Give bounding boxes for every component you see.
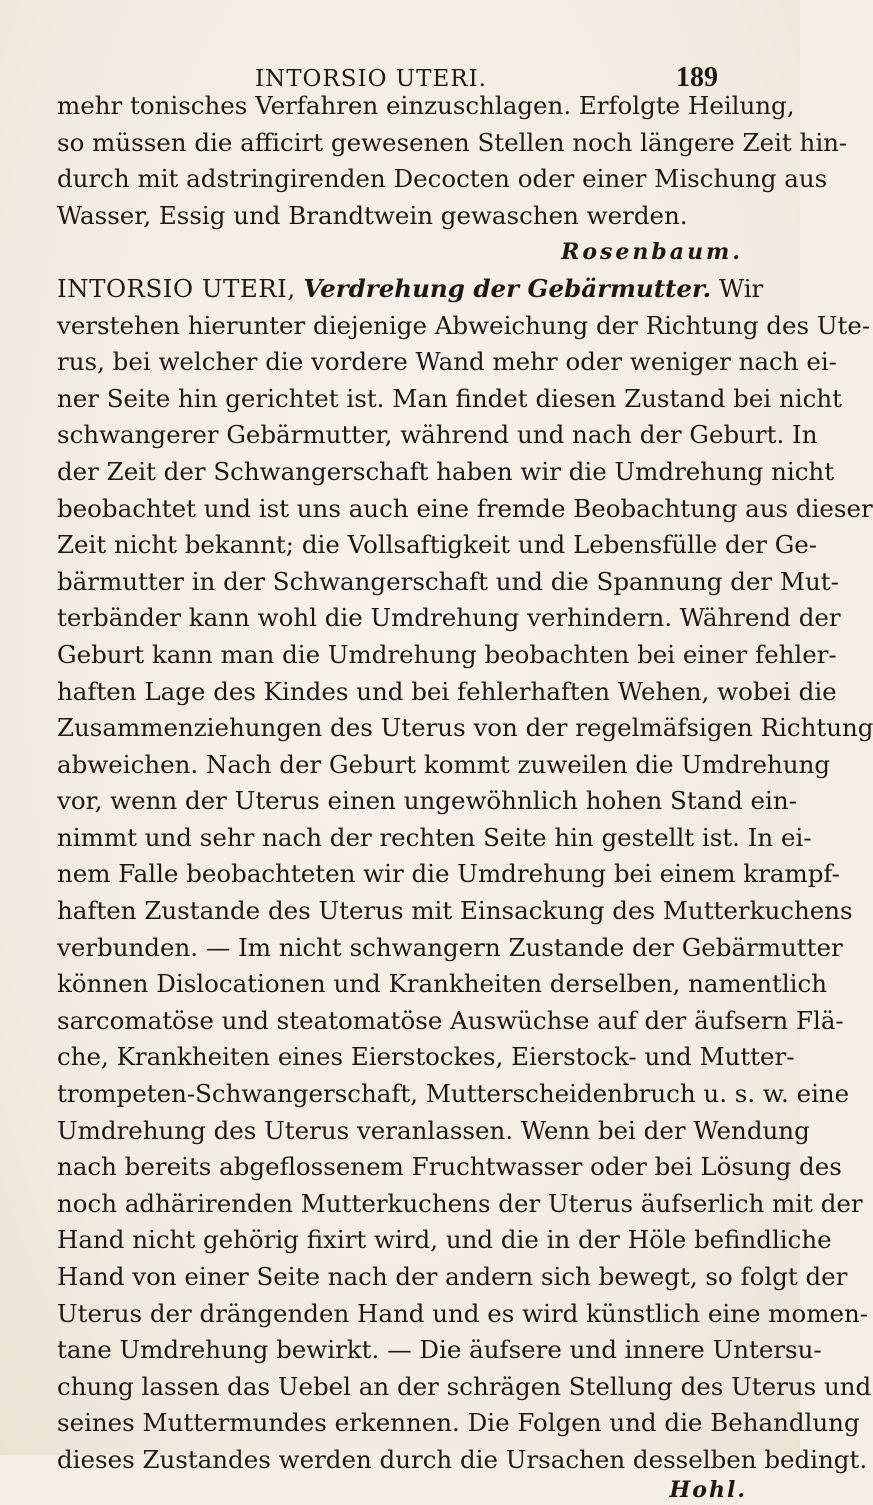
text-line: trompeten-Schwangerschaft, Mutterscheidenbruch u. s. w. eine xyxy=(57,1079,850,1109)
text-line: Wasser, Essig und Brandtwein gewaschen werden. xyxy=(57,200,688,230)
text-line: Umdrehung des Uterus veranlassen. Wenn bei der Wendung xyxy=(57,1115,810,1145)
text-line: bärmutter in der Schwangerschaft und die Spannung der Mut- xyxy=(57,566,839,596)
text-line: ner Seite hin gerichtet ist. Man findet diesen Zustand bei nicht xyxy=(57,383,842,413)
text-line: sarcomatöse und steatomatöse Auswüchse auf der äufsern Flä- xyxy=(57,1005,844,1035)
text-line: Zeit nicht bekannt; die Vollsaftigkeit und Lebensfülle der Ge- xyxy=(57,530,818,560)
entry-headword: INTORSIO UTERI, xyxy=(57,273,296,303)
text-line: chung lassen das Uebel an der schrägen Stellung des Uterus und xyxy=(57,1371,872,1401)
text-line: dieses Zustandes werden durch die Ursachen desselben bedingt. xyxy=(57,1444,868,1474)
page-number: 189 xyxy=(676,62,718,93)
text-line: schwangerer Gebärmutter, während und nach der Geburt. In xyxy=(57,420,818,450)
text-line: verstehen hierunter diejenige Abweichung der Richtung des Ute- xyxy=(57,310,871,340)
entry-first-line-rest: Wir xyxy=(718,273,764,303)
text-line: haften Lage des Kindes und bei fehlerhaften Wehen, wobei die xyxy=(57,676,837,706)
text-line: haften Zustande des Uterus mit Einsackung des Mutterkuchens xyxy=(57,896,853,926)
text-line: mehr tonisches Verfahren einzuschlagen. Erfolgte Heilung, xyxy=(57,91,795,120)
text-block xyxy=(57,88,873,1505)
text-line: rus, bei welcher die vordere Wand mehr oder weniger nach ei- xyxy=(57,347,837,377)
text-line: noch adhärirenden Mutterkuchens der Uterus äufserlich mit der xyxy=(57,1188,863,1218)
text-line: können Dislocationen und Krankheiten derselben, namentlich xyxy=(57,969,828,999)
text-line: verbunden. — Im nicht schwangern Zustande der Gebärmutter xyxy=(57,932,843,962)
text-line: terbänder kann wohl die Umdrehung verhindern. Während der xyxy=(57,603,841,633)
text-line: nimmt und sehr nach der rechten Seite hin gestellt ist. In ei- xyxy=(57,822,812,852)
text-line: durch mit adstringirenden Decocten oder einer Mischung aus xyxy=(57,164,828,194)
text-line: Hand von einer Seite nach der andern sich bewegt, so folgt der xyxy=(57,1262,848,1291)
text-line: Uterus der drängenden Hand und es wird künstlich eine momen- xyxy=(57,1298,869,1328)
text-line: Hand nicht gehörig fixirt wird, und die in der Höle befindliche xyxy=(57,1225,832,1255)
text-line: seines Muttermundes erkennen. Die Folgen und die Behandlung xyxy=(57,1408,860,1438)
text-line: so müssen die afficirt gewesenen Stellen noch längere Zeit hin- xyxy=(57,127,848,157)
entry-subtitle: Verdrehung der Gebärmutter. xyxy=(303,273,712,303)
text-line: che, Krankheiten eines Eierstockes, Eierstock- und Mutter- xyxy=(57,1042,795,1072)
text-line: nach bereits abgeflossenem Fruchtwasser oder bei Lösung des xyxy=(57,1152,842,1182)
text-line: der Zeit der Schwangerschaft haben wir die Umdrehung nicht xyxy=(57,456,835,486)
text-line: nem Falle beobachteten wir die Umdrehung bei einem krampf- xyxy=(57,859,840,889)
text-line: vor, wenn der Uterus einen ungewöhnlich hohen Stand ein- xyxy=(57,786,797,816)
text-line: abweichen. Nach der Geburt kommt zuweilen die Umdrehung xyxy=(57,749,831,779)
text-line: beobachtet und ist uns auch eine fremde Beobachtung aus dieser xyxy=(57,493,873,523)
running-title: INTORSIO UTERI. xyxy=(255,66,487,92)
author-signature: Hohl. xyxy=(669,1476,747,1503)
text-line: Zusammenziehungen des Uterus von der regelmäfsigen Richtung xyxy=(57,713,873,743)
text-line: Geburt kann man die Umdrehung beobachten bei einer fehler- xyxy=(57,639,837,669)
author-signature: Rosenbaum. xyxy=(561,239,743,266)
entry-heading-line xyxy=(57,271,764,308)
text-line: tane Umdrehung bewirkt. — Die äufsere und innere Untersu- xyxy=(57,1335,822,1365)
